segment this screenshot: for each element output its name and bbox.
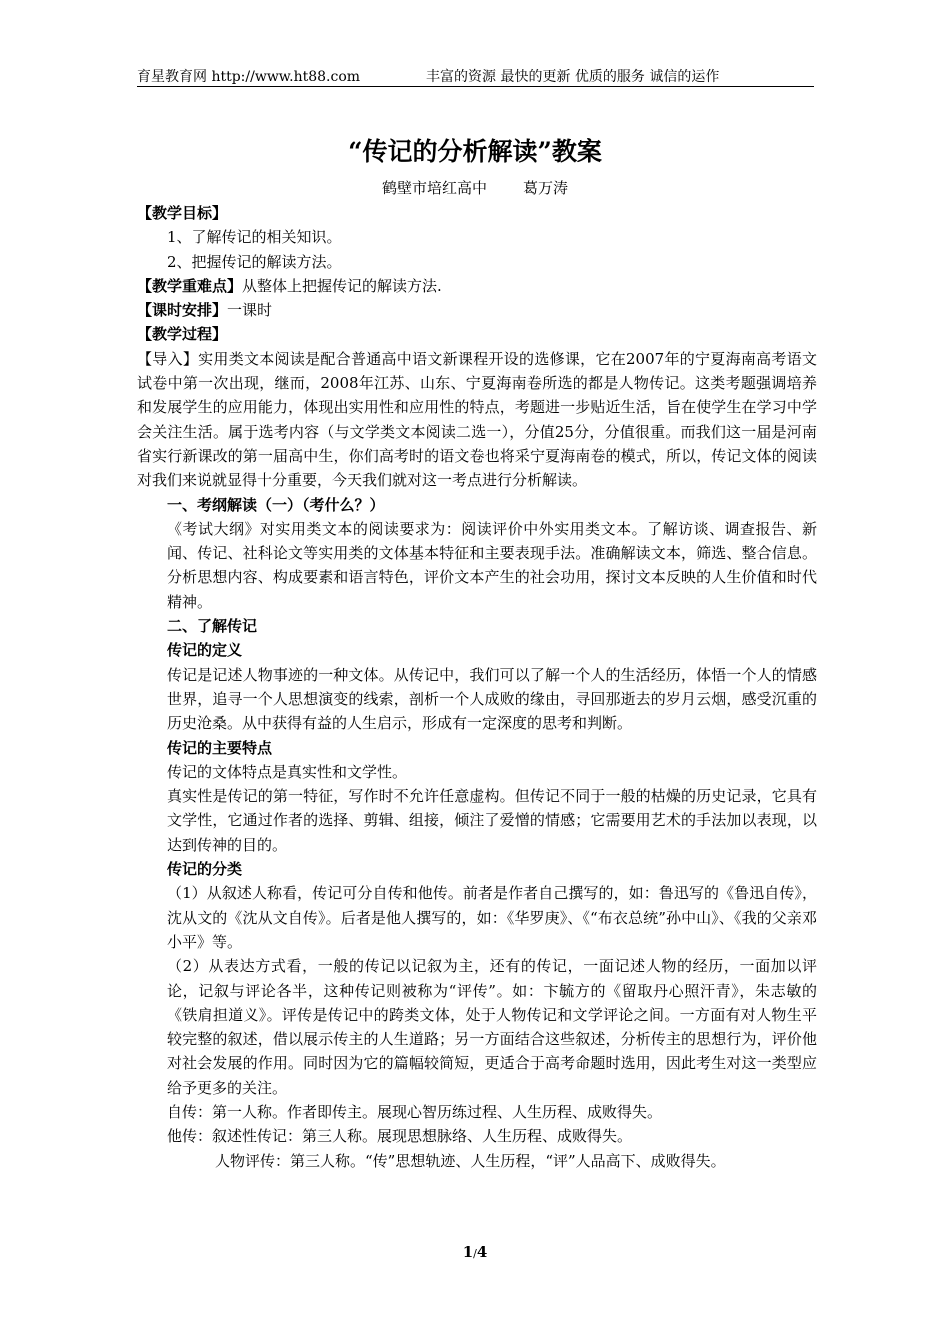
difficulty-line (137, 274, 817, 298)
autobiography-line: 自传：第一人称。作者即传主。展现心智历练过程、人生历程、成败得失。 (167, 1102, 663, 1121)
header-slogan: 丰富的资源 最快的更新 优质的服务 诚信的运作 (426, 69, 720, 85)
classification-paragraph: （1）从叙述人称看，传记可分自传和他传。前者是作者自己撰写的，如：鲁迅写的《鲁迅自传》，沈从文的《沈从文自传》。后者是他人撰写的，如：《华罗庚》、《“布衣总统”孙中山》、《我的父亲邓小平》等。 (167, 884, 817, 951)
page-total: 4 (476, 1243, 488, 1261)
page-header (137, 64, 814, 87)
page-number: 1 (462, 1243, 474, 1261)
definition-paragraph: 传记是记述人物事迹的一种文体。从传记中，我们可以了解一个人的生活经历，体悟一个人的情感世界，追寻一个人思想演变的线索，剖析一个人成败的缘由，寻回那逝去的岁月云烟，感受沉重的历史沧桑。从中获得有益的人生启示，形成有一定深度的思考和判断。 (167, 665, 817, 733)
section1-heading: 一、考纲解读（一）（考什么？） (167, 495, 385, 514)
classification-paragraph: （2）从表达方式看，一般的传记以记叙为主，还有的传记，一面记述人物的经历，一面加以评论，记叙与评论各半，这种传记则被称为“评传”。如：卞毓方的《留取丹心照汗青》，朱志敏的《铁肩担道义》。评传是传记中的跨类文体，处于人物传记和文学评论之间。一方面有对人物生平较完整的叙述，借以展示传主的人生道路；另一方面结合这些叙述，分析传主的思想行为，评价他对社会发展的作用。同时因为它的篇幅较简短，更适合于高考命题时选用，因此考生对这一类型应给予更多的关注。 (167, 957, 817, 1097)
definition-heading: 传记的定义 (167, 641, 243, 660)
biography-line: 他传：叙述性传记：第三人称。展现思想脉络、人生历程、成败得失。 (167, 1127, 633, 1146)
process-heading: 【教学过程】 (137, 325, 228, 344)
section2-heading: 二、了解传记 (167, 617, 258, 636)
schedule-text: 一课时 (227, 301, 273, 320)
intro-paragraph: 【导入】实用类文本阅读是配合普通高中语文新课程开设的选修课，它在2007年的宁夏海南高考语文试卷中第一次出现，继而，2008年江苏、山东、宁夏海南卷所选的都是人物传记。这类考题强调培养和发展学生的应用能力，体现出实用性和应用性的特点，考题进一步贴近生活，旨在使学生在学习中学会关注生活。属于选考内容（与文学类文本阅读二选一），分值25分，分值很重。而我们这一届是河南省实行新课改的第一届高中生，你们高考时的语文卷也将采宁夏海南卷的模式，所以，传记文体的阅读对我们来说就显得十分重要，今天我们就对这一考点进行分析解读。 (137, 349, 817, 490)
classification-heading: 传记的分类 (167, 860, 243, 879)
features-heading: 传记的主要特点 (167, 738, 273, 757)
features-paragraph: 传记的文体特点是真实性和文学性。 (167, 762, 408, 781)
schedule-label: 【课时安排】 (137, 301, 228, 320)
difficulty-text: 从整体上把握传记的解读方法. (242, 276, 442, 295)
features-paragraph: 真实性是传记的第一特征，写作时不允许任意虚构。但传记不同于一般的枯燥的历史记录，它具有文学性，它通过作者的选择、剪辑、组接，倾注了爱憎的情感；它需要用艺术的手法加以表现，以达到传神的目的。 (167, 787, 817, 854)
author-school: 鹤壁市培红高中 (381, 179, 487, 197)
page-footer (0, 1243, 950, 1261)
author-name: 葛万涛 (523, 179, 569, 197)
goal-item: 2、把握传记的解读方法。 (167, 252, 342, 271)
document-body (137, 201, 817, 1173)
author-line (0, 177, 950, 198)
section1-paragraph: 《考试大纲》对实用类文本的阅读要求为：阅读评价中外实用类文本。了解访谈、调查报告、新闻、传记、社科论文等实用类的文体基本特征和主要表现手法。准确解读文本，筛选、整合信息。分析思想内容、构成要素和语言特色，评价文本产生的社会功用，探讨文本反映的人生价值和时代精神。 (167, 519, 817, 611)
document-title: “传记的分析解读”教案 (348, 137, 602, 166)
goals-heading: 【教学目标】 (137, 204, 228, 222)
header-site: 育星教育网 http://www.ht88.com (137, 69, 361, 85)
difficulty-label: 【教学重难点】 (137, 276, 243, 295)
schedule-line (137, 298, 817, 322)
critical-biography-line: 人物评传：第三人称。“传”思想轨迹、人生历程，“评”人品高下、成败得失。 (215, 1151, 726, 1170)
page-separator: / (473, 1247, 477, 1260)
goal-item: 1、了解传记的相关知识。 (167, 228, 342, 247)
